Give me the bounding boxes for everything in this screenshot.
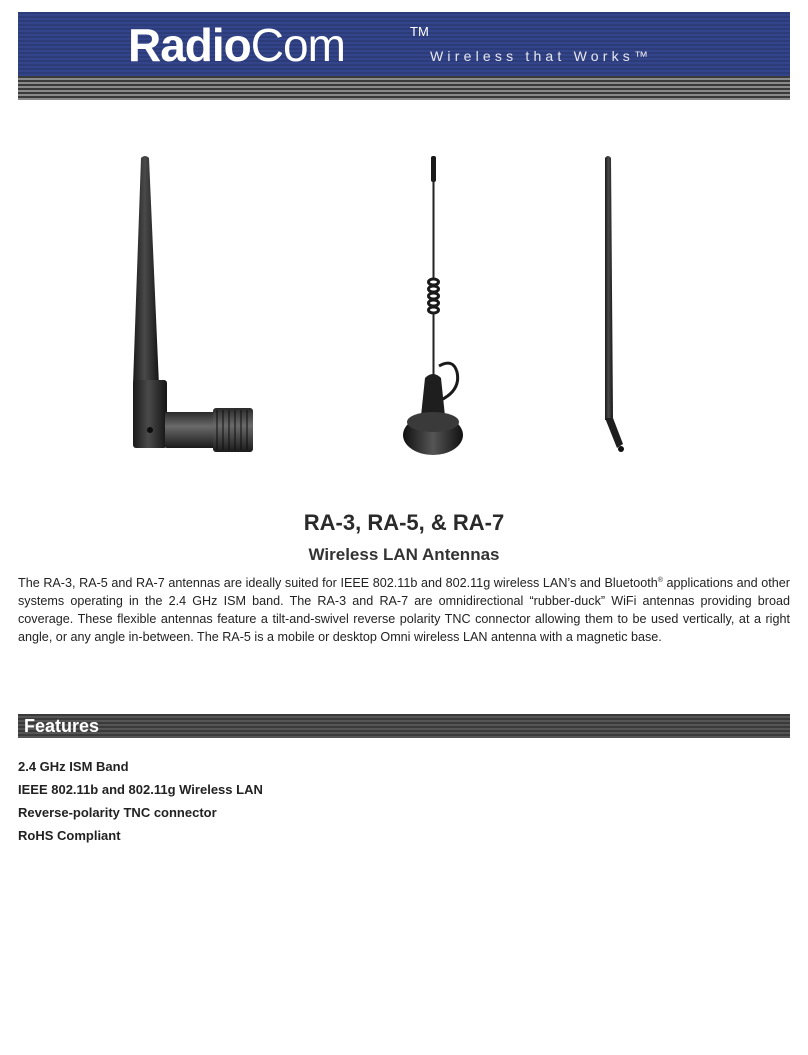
feature-item: Reverse-polarity TNC connector <box>18 805 217 820</box>
ra3-antenna-image <box>125 150 265 460</box>
description-text-2: applications and other systems operating in the 2.4 GHz ISM band. The RA-3 and RA-7 are omnidirectional “rubber-duck” WiFi antennas providing broad coverage. These flexible antennas feature a tilt-and-swivel reverse polarity TNC connector allowing them to be used vertically, at a right angle, or any angle in-between. The RA-5 is a mobile or desktop Omni wireless LAN antenna with a magnetic base. <box>18 576 790 645</box>
banner-stripes <box>18 76 790 100</box>
header-banner <box>18 12 790 100</box>
features-header-bar <box>18 714 790 738</box>
product-title: RA-3, RA-5, & RA-7 <box>303 510 505 535</box>
brand-tagline: Wireless that Works™ <box>430 48 653 64</box>
description-text-1: The RA-3, RA-5 and RA-7 antennas are ideally suited for IEEE 802.11b and 802.11g wireless LAN’s and Bluetooth <box>18 576 658 591</box>
product-description <box>18 572 790 646</box>
feature-item: IEEE 802.11b and 802.11g Wireless LAN <box>18 782 263 797</box>
product-subtitle: Wireless LAN Antennas <box>308 545 500 564</box>
brand-bold: Radio <box>128 19 251 71</box>
feature-item: 2.4 GHz ISM Band <box>18 759 129 774</box>
feature-item: RoHS Compliant <box>18 828 121 843</box>
features-list <box>18 755 263 847</box>
ra5-antenna-image <box>395 150 475 460</box>
registered-mark: ® <box>657 577 663 584</box>
brand-trademark: TM <box>410 24 429 39</box>
features-heading: Features <box>24 716 100 736</box>
brand-light: Com <box>250 19 345 71</box>
ra7-antenna-image <box>595 150 635 460</box>
brand-logo <box>128 20 345 70</box>
